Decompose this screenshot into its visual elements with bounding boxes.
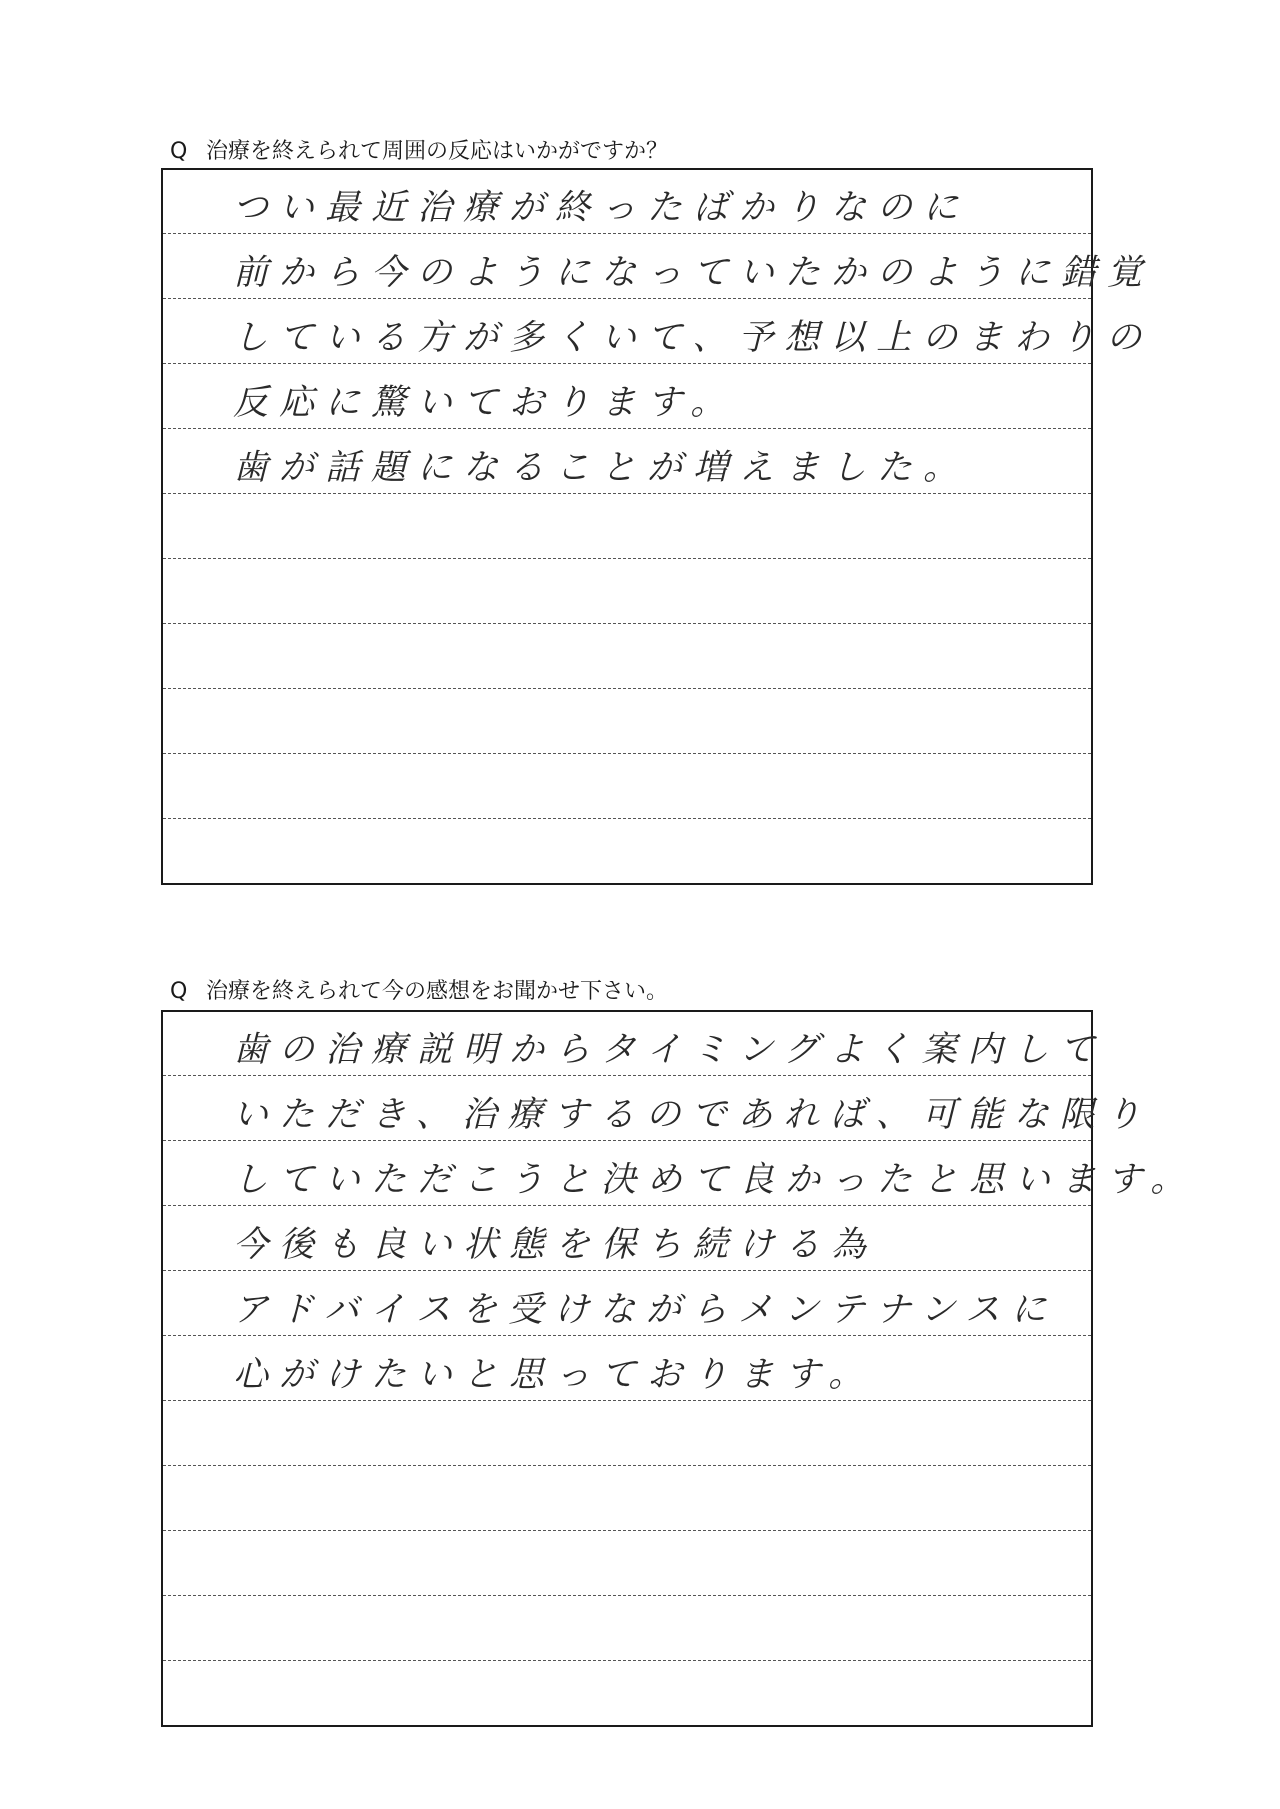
question-1 [170, 137, 668, 167]
ruled-line [163, 558, 1091, 559]
ruled-line [163, 753, 1091, 754]
ruled-line [163, 1530, 1091, 1531]
ruled-line [163, 1205, 1091, 1206]
answer-1-line-2: 前から今のようになっていたかのように錯覚 [233, 253, 1154, 293]
ruled-line [163, 623, 1091, 624]
ruled-line [163, 1335, 1091, 1336]
question-1-label: Q [170, 139, 188, 164]
answer-2-line-6: 心がけたいと思っております。 [233, 1355, 875, 1395]
answer-1-line-1: つい最近治療が終ったばかりなのに [233, 188, 970, 228]
ruled-line [163, 1400, 1091, 1401]
ruled-line [163, 1270, 1091, 1271]
ruled-line [163, 363, 1091, 364]
ruled-line [163, 1140, 1091, 1141]
answer-2-line-2: いただき、治療するのであれば、可能な限り [233, 1095, 1152, 1135]
ruled-line [163, 428, 1091, 429]
ruled-line [163, 1465, 1091, 1466]
answer-2-line-3: していただこうと決めて良かったと思います。 [233, 1160, 1197, 1200]
answer-1-line-4: 反応に驚いております。 [233, 383, 737, 423]
ruled-line [163, 1595, 1091, 1596]
ruled-line [163, 818, 1091, 819]
ruled-line [163, 688, 1091, 689]
ruled-line [163, 1075, 1091, 1076]
answer-1-line-5: 歯が話題になることが増えました。 [233, 448, 970, 488]
answer-box-2 [161, 1010, 1197, 1727]
question-1-text: 治療を終えられて周囲の反応はいかがですか？ [206, 139, 669, 164]
question-2-label: Q [170, 979, 188, 1004]
ruled-line [163, 233, 1091, 234]
ruled-line [163, 1660, 1091, 1661]
answer-box-1 [161, 168, 1154, 885]
answer-2-line-5: アドバイスを受けながらメンテナンスに [233, 1290, 1058, 1330]
question-2 [170, 977, 668, 1007]
question-2-text: 治療を終えられて今の感想をお聞かせ下さい。 [206, 979, 669, 1004]
answer-2-line-1: 歯の治療説明からタイミングよく案内して [233, 1030, 1106, 1070]
answer-2-line-4: 今後も良い状態を保ち続ける為 [233, 1225, 878, 1265]
answer-1-line-3: している方が多くいて、予想以上のまわりの [233, 318, 1153, 358]
ruled-line [163, 493, 1091, 494]
ruled-line [163, 298, 1091, 299]
